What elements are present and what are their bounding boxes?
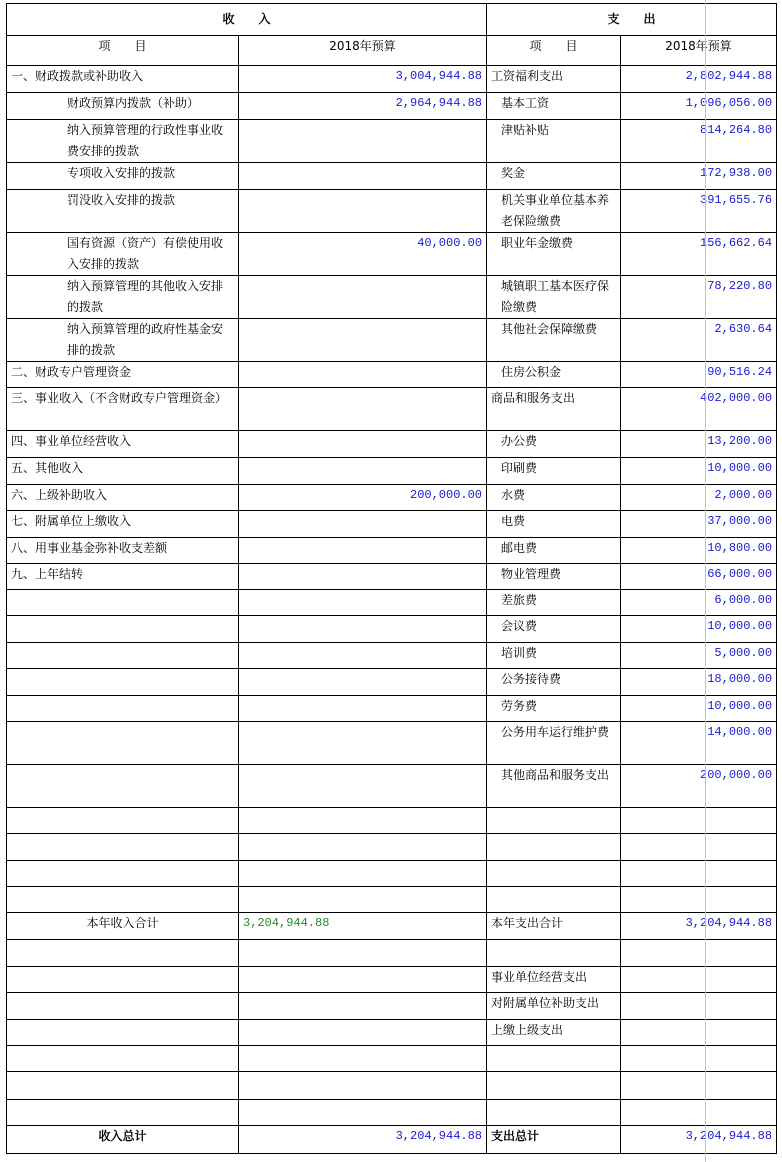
table-row <box>7 590 777 616</box>
income-item-label <box>7 834 239 861</box>
table-row <box>7 861 777 887</box>
income-item-label <box>7 1100 239 1126</box>
expense-budget-value: 37,000.00 <box>621 511 777 538</box>
expense-budget-value: 10,000.00 <box>621 616 777 643</box>
expense-budget-value: 10,800.00 <box>621 538 777 564</box>
expense-item-label: 工资福利支出 <box>487 66 621 93</box>
table-row <box>7 1100 777 1126</box>
expense-item-label <box>487 940 621 967</box>
income-item-label <box>7 861 239 887</box>
expense-budget-value: 172,938.00 <box>621 163 777 190</box>
expense-budget-value <box>621 1100 777 1126</box>
income-item-label: 五、其他收入 <box>7 458 239 485</box>
table-row <box>7 669 777 696</box>
expense-budget-value: 10,000.00 <box>621 696 777 722</box>
table-row <box>7 808 777 834</box>
expense-item-label <box>487 1046 621 1072</box>
table-row <box>7 993 777 1020</box>
income-budget-header: 2018年预算 <box>239 36 487 66</box>
expense-item-label: 水费 <box>487 485 621 511</box>
expense-item-label: 基本工资 <box>487 93 621 120</box>
expense-budget-value <box>621 861 777 887</box>
table-row <box>7 765 777 808</box>
expense-budget-value <box>621 808 777 834</box>
income-item-header: 项 目 <box>7 36 239 66</box>
expense-item-label: 劳务费 <box>487 696 621 722</box>
expense-item-label: 机关事业单位基本养老保险缴费 <box>487 190 621 233</box>
expense-item-label <box>487 808 621 834</box>
expense-budget-value: 3,204,944.88 <box>621 1126 777 1154</box>
income-item-label <box>7 669 239 696</box>
income-item-label <box>7 722 239 765</box>
income-budget-value <box>239 696 487 722</box>
expense-budget-value <box>621 887 777 913</box>
table-row <box>7 643 777 669</box>
expense-budget-value: 814,264.80 <box>621 120 777 163</box>
income-budget-value <box>239 538 487 564</box>
income-item-label <box>7 808 239 834</box>
expense-item-label: 办公费 <box>487 431 621 458</box>
expense-budget-value: 2,000.00 <box>621 485 777 511</box>
table-row <box>7 1072 777 1100</box>
expense-item-label: 培训费 <box>487 643 621 669</box>
table-row <box>7 967 777 993</box>
expense-budget-value <box>621 993 777 1020</box>
expense-budget-value: 3,204,944.88 <box>621 913 777 940</box>
income-budget-value <box>239 120 487 163</box>
expense-budget-value: 14,000.00 <box>621 722 777 765</box>
income-item-label: 国有资源（资产）有偿使用收入安排的拨款 <box>7 233 239 276</box>
income-item-label <box>7 967 239 993</box>
expense-item-label: 对附属单位补助支出 <box>487 993 621 1020</box>
expense-item-label <box>487 861 621 887</box>
income-item-label: 四、事业单位经营收入 <box>7 431 239 458</box>
expense-item-label: 住房公积金 <box>487 362 621 388</box>
income-budget-value <box>239 861 487 887</box>
income-budget-value <box>239 967 487 993</box>
table-row <box>7 163 777 190</box>
income-item-label: 财政预算内拨款（补助） <box>7 93 239 120</box>
table-row <box>7 913 777 940</box>
income-budget-value <box>239 388 487 431</box>
table-row <box>7 511 777 538</box>
expense-item-label: 电费 <box>487 511 621 538</box>
expense-budget-value <box>621 967 777 993</box>
table-row <box>7 1126 777 1154</box>
income-item-label <box>7 993 239 1020</box>
table-row <box>7 431 777 458</box>
income-item-label: 纳入预算管理的行政性事业收费安排的拨款 <box>7 120 239 163</box>
income-budget-value: 200,000.00 <box>239 485 487 511</box>
income-item-label <box>7 616 239 643</box>
income-item-label <box>7 940 239 967</box>
income-item-label: 收入总计 <box>7 1126 239 1154</box>
expense-item-label <box>487 834 621 861</box>
income-item-label <box>7 1020 239 1046</box>
column-header-row <box>7 36 777 66</box>
income-budget-value <box>239 163 487 190</box>
income-item-label: 二、财政专户管理资金 <box>7 362 239 388</box>
expense-item-label <box>487 1100 621 1126</box>
table-row <box>7 722 777 765</box>
expense-budget-value: 78,220.80 <box>621 276 777 319</box>
expense-budget-value: 18,000.00 <box>621 669 777 696</box>
income-budget-value <box>239 940 487 967</box>
income-budget-value <box>239 765 487 808</box>
table-row <box>7 616 777 643</box>
income-budget-value <box>239 319 487 362</box>
expense-item-label: 职业年金缴费 <box>487 233 621 276</box>
expense-budget-header: 2018年预算 <box>621 36 777 66</box>
expense-item-label: 其他商品和服务支出 <box>487 765 621 808</box>
income-item-label: 三、事业收入（不含财政专户管理资金） <box>7 388 239 431</box>
income-item-label: 纳入预算管理的政府性基金安排的拨款 <box>7 319 239 362</box>
expense-budget-value: 1,096,056.00 <box>621 93 777 120</box>
expense-budget-value <box>621 1046 777 1072</box>
expense-budget-value <box>621 940 777 967</box>
expense-budget-value <box>621 1072 777 1100</box>
income-item-label <box>7 887 239 913</box>
table-row <box>7 564 777 590</box>
income-budget-value <box>239 590 487 616</box>
expense-item-label: 其他社会保障缴费 <box>487 319 621 362</box>
budget-table-body <box>7 4 777 1154</box>
income-budget-value <box>239 1020 487 1046</box>
table-row <box>7 458 777 485</box>
table-row <box>7 319 777 362</box>
income-item-label: 纳入预算管理的其他收入安排的拨款 <box>7 276 239 319</box>
income-budget-value <box>239 511 487 538</box>
income-budget-value: 3,204,944.88 <box>239 913 487 940</box>
expense-budget-value: 156,662.64 <box>621 233 777 276</box>
income-budget-value <box>239 431 487 458</box>
table-row <box>7 1046 777 1072</box>
income-budget-value: 3,004,944.88 <box>239 66 487 93</box>
income-budget-value: 2,964,944.88 <box>239 93 487 120</box>
income-budget-value <box>239 643 487 669</box>
income-budget-value <box>239 993 487 1020</box>
table-row <box>7 190 777 233</box>
income-item-label <box>7 1072 239 1100</box>
expense-item-label: 公务用车运行维护费 <box>487 722 621 765</box>
income-item-label <box>7 643 239 669</box>
table-row <box>7 388 777 431</box>
section-header-row <box>7 4 777 36</box>
income-item-label: 六、上级补助收入 <box>7 485 239 511</box>
expense-item-label: 津贴补贴 <box>487 120 621 163</box>
expense-item-label: 差旅费 <box>487 590 621 616</box>
table-row <box>7 1020 777 1046</box>
table-row <box>7 120 777 163</box>
income-budget-value <box>239 1072 487 1100</box>
income-budget-value <box>239 190 487 233</box>
income-item-label <box>7 1046 239 1072</box>
expense-budget-value: 391,655.76 <box>621 190 777 233</box>
expense-header: 支 出 <box>487 4 777 36</box>
table-row <box>7 233 777 276</box>
expense-budget-value: 10,000.00 <box>621 458 777 485</box>
expense-budget-value <box>621 1020 777 1046</box>
expense-budget-value: 13,200.00 <box>621 431 777 458</box>
income-item-label: 七、附属单位上缴收入 <box>7 511 239 538</box>
expense-item-label: 邮电费 <box>487 538 621 564</box>
income-budget-value <box>239 1046 487 1072</box>
income-budget-value <box>239 458 487 485</box>
expense-budget-value: 2,802,944.88 <box>621 66 777 93</box>
expense-item-label: 奖金 <box>487 163 621 190</box>
table-row <box>7 940 777 967</box>
income-item-label: 本年收入合计 <box>7 913 239 940</box>
expense-budget-value: 2,630.64 <box>621 319 777 362</box>
expense-budget-value: 200,000.00 <box>621 765 777 808</box>
expense-budget-value <box>621 834 777 861</box>
income-item-label <box>7 765 239 808</box>
income-budget-value <box>239 887 487 913</box>
expense-budget-value: 90,516.24 <box>621 362 777 388</box>
expense-item-label: 会议费 <box>487 616 621 643</box>
expense-item-label <box>487 1072 621 1100</box>
expense-budget-value: 402,000.00 <box>621 388 777 431</box>
table-row <box>7 362 777 388</box>
table-row <box>7 66 777 93</box>
budget-table <box>6 3 777 1154</box>
income-item-label: 八、用事业基金弥补收支差额 <box>7 538 239 564</box>
table-row <box>7 485 777 511</box>
income-budget-value: 40,000.00 <box>239 233 487 276</box>
expense-item-header: 项 目 <box>487 36 621 66</box>
expense-item-label: 印刷费 <box>487 458 621 485</box>
table-row <box>7 93 777 120</box>
expense-item-label <box>487 887 621 913</box>
expense-budget-value: 66,000.00 <box>621 564 777 590</box>
expense-item-label: 公务接待费 <box>487 669 621 696</box>
table-row <box>7 887 777 913</box>
income-budget-value <box>239 564 487 590</box>
expense-item-label: 支出总计 <box>487 1126 621 1154</box>
table-row <box>7 276 777 319</box>
expense-budget-value: 5,000.00 <box>621 643 777 669</box>
expense-item-label: 本年支出合计 <box>487 913 621 940</box>
income-budget-value <box>239 1100 487 1126</box>
income-budget-value <box>239 834 487 861</box>
income-item-label: 一、财政拨款或补助收入 <box>7 66 239 93</box>
income-item-label <box>7 696 239 722</box>
table-row <box>7 834 777 861</box>
income-budget-value <box>239 276 487 319</box>
income-budget-value: 3,204,944.88 <box>239 1126 487 1154</box>
table-row <box>7 538 777 564</box>
income-budget-value <box>239 808 487 834</box>
expense-budget-value: 6,000.00 <box>621 590 777 616</box>
expense-item-label: 事业单位经营支出 <box>487 967 621 993</box>
income-item-label <box>7 590 239 616</box>
income-item-label: 罚没收入安排的拨款 <box>7 190 239 233</box>
income-item-label: 九、上年结转 <box>7 564 239 590</box>
expense-item-label: 上缴上级支出 <box>487 1020 621 1046</box>
income-item-label: 专项收入安排的拨款 <box>7 163 239 190</box>
expense-item-label: 城镇职工基本医疗保险缴费 <box>487 276 621 319</box>
income-header: 收 入 <box>7 4 487 36</box>
income-budget-value <box>239 616 487 643</box>
income-budget-value <box>239 669 487 696</box>
income-budget-value <box>239 722 487 765</box>
income-budget-value <box>239 362 487 388</box>
expense-item-label: 商品和服务支出 <box>487 388 621 431</box>
expense-item-label: 物业管理费 <box>487 564 621 590</box>
table-row <box>7 696 777 722</box>
